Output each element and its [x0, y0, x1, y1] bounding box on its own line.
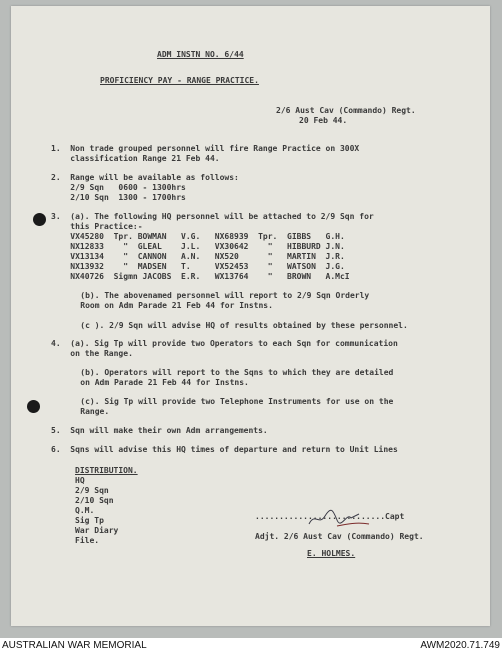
para-3b-line-2: Room on Adm Parade 21 Feb 44 for Instns.	[61, 301, 273, 310]
document-date: 20 Feb 44.	[299, 116, 348, 125]
signature-name: E. HOLMES.	[307, 549, 356, 558]
distribution-item: Sig Tp	[75, 516, 104, 525]
para-1-line-1: 1. Non trade grouped personnel will fire Range Practice on 300X	[51, 144, 360, 153]
distribution-item: Q.M.	[75, 506, 95, 515]
para-2-line-2: 2/9 Sqn 0600 - 1300hrs	[51, 183, 186, 192]
para-4b-line-1: (b). Operators will report to the Sqns to which they are detailed	[61, 368, 394, 377]
personnel-row: NX40726 Sigmn JACOBS E.R. WX13764 " BROWN A.McI	[51, 272, 350, 281]
signature-title: Adjt. 2/6 Aust Cav (Commando) Regt.	[255, 532, 424, 541]
para-5: 5. Sqn will make their own Adm arrangements.	[51, 426, 268, 435]
para-4c-line-2: Range.	[61, 407, 110, 416]
para-4a-line-1: 4. (a). Sig Tp will provide two Operators to each Sqn for communication	[51, 339, 398, 348]
para-3a-line-1: 3. (a). The following HQ personnel will be attached to 2/9 Sqn for	[51, 212, 374, 221]
personnel-row: NX12833 " GLEAL J.L. VX30642 " HIBBURD J.N.	[51, 242, 345, 251]
para-6: 6. Sqns will advise this HQ times of departure and return to Unit Lines	[51, 445, 398, 454]
footer-institution: AUSTRALIAN WAR MEMORIAL	[2, 640, 147, 651]
distribution-heading: DISTRIBUTION.	[75, 466, 138, 475]
para-2-line-3: 2/10 Sqn 1300 - 1700hrs	[51, 193, 186, 202]
para-2-line-1: 2. Range will be available as follows:	[51, 173, 239, 182]
distribution-item: HQ	[75, 476, 85, 485]
para-4c-line-1: (c). Sig Tp will provide two Telephone Instruments for use on the	[61, 397, 394, 406]
personnel-row: VX13134 " CANNON A.N. NX520 " MARTIN J.R.	[51, 252, 345, 261]
para-3c: (c ). 2/9 Sqn will advise HQ of results obtained by these personnel.	[61, 321, 408, 330]
footer-accession-number: AWM2020.71.749	[420, 640, 500, 651]
document-page	[11, 6, 490, 626]
signature-line: ...........................Capt	[255, 512, 405, 521]
punch-hole-top	[33, 213, 46, 226]
para-3a-line-2: this Practice:-	[51, 222, 143, 231]
para-1-line-2: classification Range 21 Feb 44.	[51, 154, 220, 163]
distribution-item: War Diary	[75, 526, 119, 535]
unit-name: 2/6 Aust Cav (Commando) Regt.	[276, 106, 416, 115]
distribution-item: File.	[75, 536, 100, 545]
distribution-item: 2/9 Sqn	[75, 486, 109, 495]
document-reference: ADM INSTN NO. 6/44	[157, 50, 244, 59]
personnel-row: VX45280 Tpr. BOWMAN V.G. NX68939 Tpr. GIBBS G.H.	[51, 232, 345, 241]
para-3b-line-1: (b). The abovenamed personnel will report to 2/9 Sqn Orderly	[61, 291, 370, 300]
document-title: PROFICIENCY PAY - RANGE PRACTICE.	[100, 76, 259, 85]
distribution-item: 2/10 Sqn	[75, 496, 114, 505]
para-4b-line-2: on Adm Parade 21 Feb 44 for Instns.	[61, 378, 249, 387]
para-4a-line-2: on the Range.	[51, 349, 133, 358]
footer-bar	[0, 638, 502, 653]
punch-hole-bottom	[27, 400, 40, 413]
personnel-row: NX13932 " MADSEN T. VX52453 " WATSON J.G.	[51, 262, 345, 271]
